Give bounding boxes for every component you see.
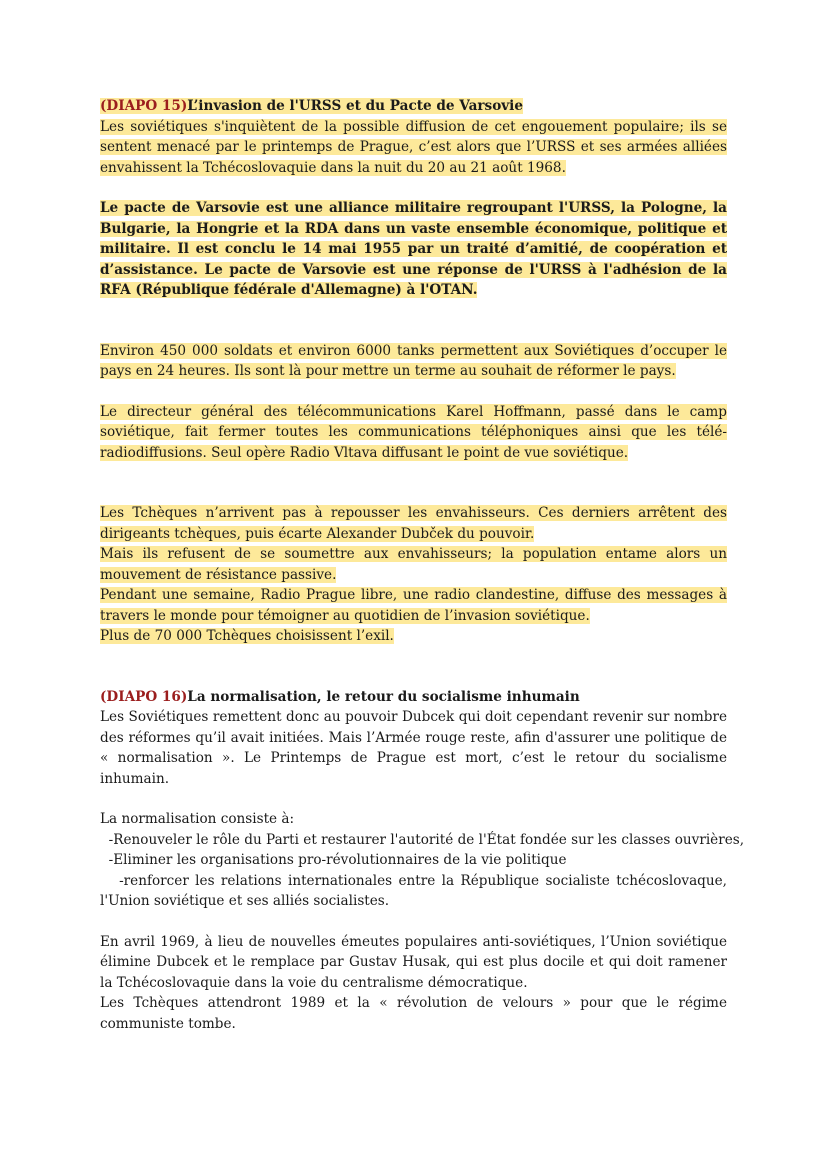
resistance-paragraph-3: Pendant une semaine, Radio Prague libre, une radio clandestine, diffuse des messages à travers le monde pour témoigner au quotidien de l’invasion soviétique. — [100, 587, 727, 624]
normalisation-bullet-3: -renforcer les relations internationales entre la République socialiste tchécoslovaque, l'Union soviétique et ses alliés socialistes. — [100, 872, 732, 909]
telecom-paragraph: Le directeur général des télécommunications Karel Hoffmann, passé dans le camp soviétique, fait fermer toutes les communications téléphoniques ainsi que les télé-radiodiffusions. Seul opère Radio Vltava diffusant le point de vue soviétique. — [100, 403, 727, 461]
husak-paragraph: En avril 1969, à lieu de nouvelles émeutes populaires anti-soviétiques, l’Union soviétique élimine Dubcek et le remplace par Gustav Husak, qui est plus docile et qui doit ramener la Tchécoslovaquie dans la voie du centralisme démocratique. — [100, 933, 727, 991]
warsaw-pact-paragraph: Le pacte de Varsovie est une alliance militaire regroupant l'URSS, la Pologne, la Bulgarie, la Hongrie et la RDA dans un vaste ensemble économique, politique et militaire. Il est conclu le 14 mai 1955 par un traité d’amitié, de coopération et d’assistance. Le pacte de Varsovie est une réponse de l'URSS à l'adhésion de la RFA (République fédérale d'Allemagne) à l'OTAN. — [100, 200, 727, 298]
normalisation-intro: La normalisation consiste à: — [100, 811, 295, 827]
section-15-title: L’invasion de l'URSS et du Pacte de Varsovie — [187, 98, 523, 114]
section-16-paragraph: Les Soviétiques remettent donc au pouvoir Dubcek qui doit cependant revenir sur nombre des réformes qu’il avait initiées. Mais l’Armée rouge reste, afin d'assurer une politique de « normalisation ». Le Printemps de Prague est mort, c’est le retour du socialisme inhumain. — [100, 709, 727, 787]
exile-paragraph: Plus de 70 000 Tchèques choisissent l’exil. — [100, 628, 394, 644]
section-15-paragraph: Les soviétiques s'inquiètent de la possible diffusion de cet engouement populaire; ils se sentent menacé par le printemps de Prague, c’est alors que l’URSS et ses armées alliées envahissent la Tchécoslovaquie dans la nuit du 20 au 21 août 1968. — [100, 118, 727, 176]
document-page — [100, 96, 745, 1034]
troops-paragraph: Environ 450 000 soldats et environ 6000 tanks permettent aux Soviétiques d’occuper le pays en 24 heures. Ils sont là pour mettre un terme au souhait de réformer le pays. — [100, 342, 727, 379]
normalisation-bullet-2: -Eliminer les organisations pro-révolutionnaires de la vie politique — [100, 852, 567, 868]
slide-tag-16: (DIAPO 16) — [100, 688, 188, 705]
section-16-title: La normalisation, le retour du socialisme inhumain — [187, 688, 580, 705]
resistance-paragraph-2: Mais ils refusent de se soumettre aux envahisseurs; la population entame alors un mouvement de résistance passive. — [100, 546, 727, 583]
resistance-paragraph-1: Les Tchèques n’arrivent pas à repousser les envahisseurs. Ces derniers arrêtent des dirigeants tchèques, puis écarte Alexander Dubček du pouvoir. — [100, 505, 727, 542]
section-15-heading — [100, 96, 727, 117]
velvet-revolution-paragraph: Les Tchèques attendront 1989 et la « révolution de velours » pour que le régime communiste tombe. — [100, 995, 727, 1032]
slide-tag-15: (DIAPO 15) — [100, 98, 188, 114]
section-16-heading — [100, 687, 727, 708]
normalisation-bullet-1: -Renouveler le rôle du Parti et restaurer l'autorité de l'État fondée sur les classes ouvrières, — [100, 831, 745, 848]
